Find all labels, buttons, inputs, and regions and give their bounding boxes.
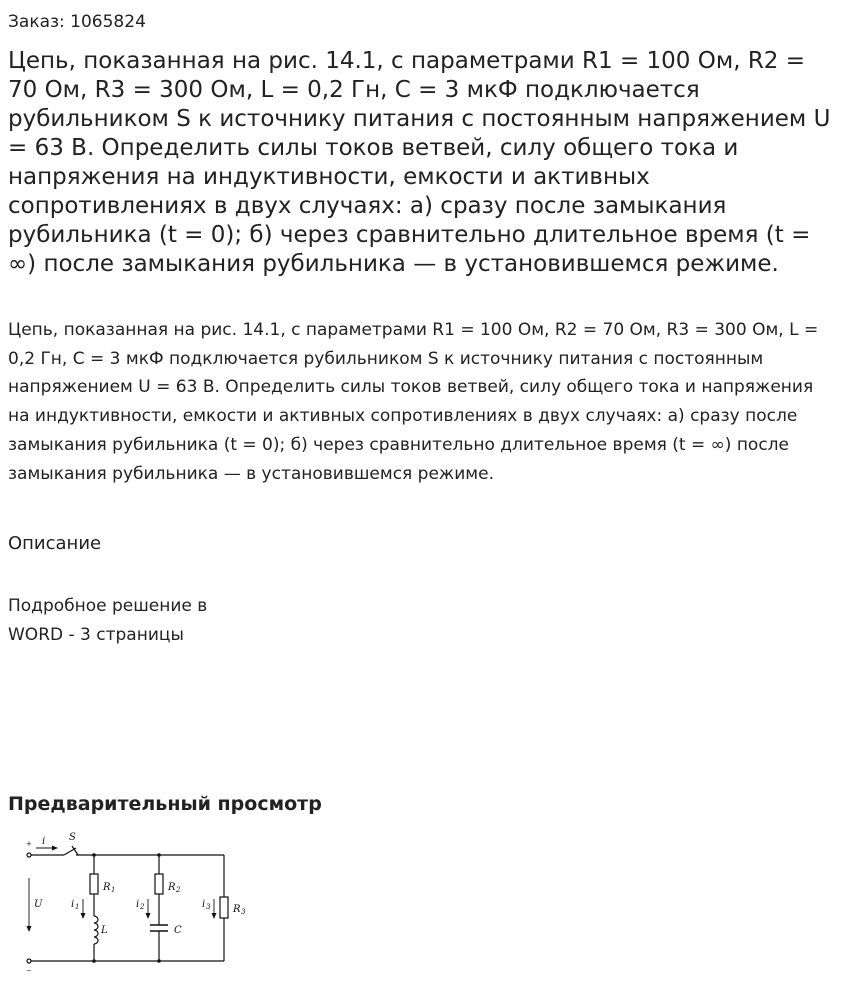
label-i3: i	[202, 899, 206, 910]
terminal-bottom	[27, 959, 31, 963]
current-arrowhead	[52, 846, 58, 851]
voltage-arrowhead	[27, 926, 32, 932]
i2-arrowhead	[146, 913, 151, 919]
junction-dot	[92, 853, 96, 857]
label-inductor: L	[101, 925, 108, 936]
label-capacitor: C	[174, 925, 182, 936]
label-i2: i	[136, 899, 140, 910]
label-r3: R	[233, 904, 241, 915]
description-heading: Описание	[8, 533, 102, 554]
label-i3-sub: 3	[206, 903, 211, 911]
circuit-svg	[16, 826, 256, 976]
description-line-1: Подробное решение в	[8, 596, 208, 616]
task-text: Цепь, показанная на рис. 14.1, с параметрами R1 = 100 Ом, R2 = 70 Ом, R3 = 300 Ом, L = 0,2 Гн, С = 3 мкФ подключается рубильником S к источнику питания с постоянным напряжением U = 63 В. Определить силы токов ветвей, силу общего тока и напряжения на индуктивности, емкости и активных сопротивлениях в двух случаях: а) сразу после замыкания рубильника (t = 0); б) через сравнительно длительное время (t = ∞) после замыкания рубильника — в установившемся режиме.	[8, 320, 819, 484]
label-r2: R	[168, 882, 176, 893]
label-r1-sub: 1	[111, 886, 116, 894]
label-current-total: i	[42, 836, 46, 847]
resistor-r3	[220, 897, 228, 918]
junction-dot	[157, 959, 161, 963]
label-minus: −	[26, 967, 32, 975]
resistor-r2	[155, 874, 163, 894]
label-plus: +	[26, 840, 32, 848]
preview-heading: Предварительный просмотр	[8, 793, 322, 815]
i3-arrowhead	[212, 913, 217, 919]
label-voltage: U	[34, 899, 43, 910]
description-text	[8, 592, 308, 650]
description-line-2: WORD - 3 страницы	[8, 625, 184, 645]
label-i2-sub: 2	[140, 903, 145, 911]
label-r1: R	[103, 882, 111, 893]
label-r3-sub: 3	[241, 908, 246, 916]
resistor-r1	[90, 874, 98, 894]
inductor-l	[94, 916, 98, 944]
label-i1: i	[71, 899, 75, 910]
i1-arrowhead	[81, 913, 86, 919]
label-i1-sub: 1	[75, 903, 80, 911]
order-number: Заказ: 1065824	[8, 12, 146, 32]
label-switch: S	[69, 832, 76, 843]
junction-dot	[92, 959, 96, 963]
junction-dot	[157, 853, 161, 857]
terminal-top	[27, 853, 31, 857]
label-r2-sub: 2	[176, 886, 181, 894]
circuit-diagram	[16, 826, 256, 976]
task-title: Цепь, показанная на рис. 14.1, с параметрами R1 = 100 Ом, R2 = 70 Ом, R3 = 300 Ом, L = 0,2 Гн, С = 3 мкФ подключается рубильником S к источнику питания с постоянным напряжением U = 63 В. Определить силы токов ветвей, силу общего тока и напряжения на индуктивности, емкости и активных сопротивлениях в двух случаях: а) сразу после замыкания рубильника (t = 0); б) через сравнительно длительное время (t = ∞) после замыкания рубильника — в установившемся режиме.	[8, 48, 831, 277]
